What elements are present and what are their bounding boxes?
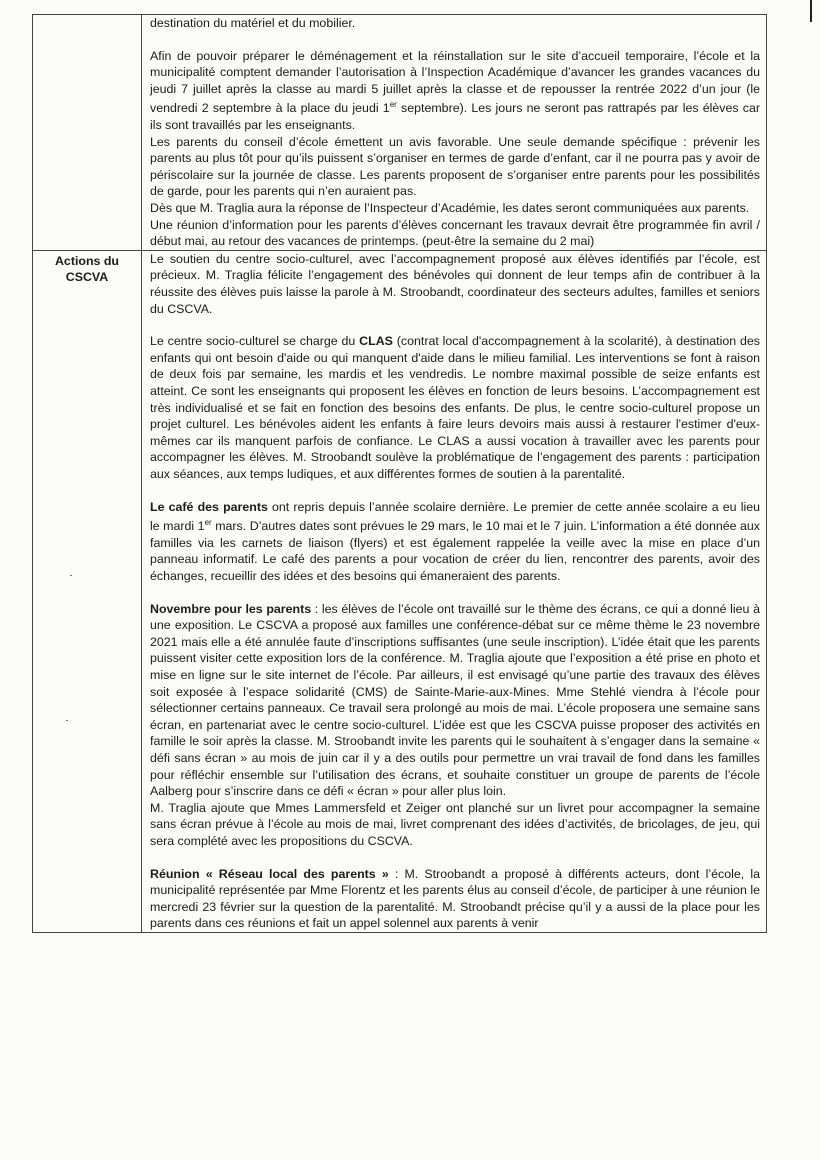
paragraph-cafe bbox=[150, 499, 760, 585]
row-label-cscva bbox=[33, 250, 142, 932]
bold-term: CLAS bbox=[359, 334, 393, 349]
paragraph-info-meeting: Une réunion d’information pour les parents d’élèves concernant les travaux devrait être programmée fin avril / début mai, au retour des vacances de printemps. (peut-être la semaine du 2 mai) bbox=[150, 217, 760, 249]
scan-edge-mark bbox=[810, 0, 812, 22]
bold-term: Novembre pour les parents bbox=[150, 601, 312, 616]
superscript: er bbox=[389, 100, 397, 110]
table-row-transfer bbox=[33, 15, 767, 251]
label-line: Actions du bbox=[54, 253, 120, 268]
superscript: er bbox=[204, 518, 212, 528]
text: Le centre socio-culturel se charge du bbox=[150, 334, 360, 349]
bold-term: Le café des parents bbox=[150, 499, 268, 514]
table-row-cscva bbox=[33, 250, 767, 932]
row-label-empty bbox=[33, 15, 142, 251]
text: : les élèves de l’école ont travaillé sur le thème des écrans, ce qui a donné lieu à une exposition. Le CSCVA a proposé aux familles une conférence-débat sur ce même thème le 23 novembre 2021 mais elle a été annulée faute d’inscriptions suffisantes (une seule inscription). L’idée était que les parents puissent visiter cette exposition lors de la conférence. M. Traglia ajoute que l’exposition a été prise en photo et mise en ligne sur le site internet de l’école. Par ailleurs, il est envisagé qu’une partie des travaux des élèves soit exposée à l’espace solidarité (CMS) de Sainte-Marie-aux-Mines. Mme Stehlé viendra à l’école pour sélectionner certains panneaux. Ce travail sera prolongé au mois de mai. L’école proposera une semaine sans écran, en partenariat avec le centre socio-culturel. L’idée est que les CSCVA puisse proposer des activités en famille le soir après la classe. M. Stroobandt invite les parents qui le souhaitent à s’engager dans la semaine « défi sans écran » au mois de juin car il y a des outils pour permettre un vrai travail de fond dans les familles pour réfléchir ensemble sur l’utilisation des écrans, et souhaite constituer un groupe de parents de l’école Aalberg pour s’inscrire dans ce défi « écran » pour aller plus loin. bbox=[150, 601, 761, 799]
paragraph-dates-communication: Dès que M. Traglia aura la réponse de l’Inspecteur d’Académie, les dates seront communiquées aux parents. bbox=[150, 201, 750, 216]
minutes-table bbox=[32, 14, 767, 933]
paragraph-reseau bbox=[150, 866, 760, 932]
text: septembre). Les jours ne seront pas rattrapés par les élèves car ils sont travaillés par les enseignants. bbox=[150, 101, 761, 133]
text: mars. D’autres dates sont prévues le 29 mars, le 10 mai et le 7 juin. L’information a été donnée aux familles via les carnets de liaison (flyers) et est également rappelée la veille avec la mise en place d’un panneau informatif. Le café des parents a pour vocation de créer du lien, rencontrer des parents, avoir des échanges, recueillir des idées et des besoins qui émaneraient des parents. bbox=[150, 519, 760, 584]
text: ont repris depuis l’année scolaire dernière. Le premier de cette année scolaire a eu lieu le mardi 1 bbox=[150, 499, 760, 534]
paragraph-vacation-dates bbox=[150, 48, 760, 134]
row-content-cscva bbox=[142, 250, 767, 932]
label-line: CSCVA bbox=[65, 270, 109, 285]
text: Afin de pouvoir préparer le déménagement et la réinstallation sur le site d’accueil temporaire, l’école et la municipalité comptent demander l’autorisation à l’Inspection Académique d’avancer les grandes vacances du jeudi 7 juillet après la classe au mardi 5 juillet après la classe et de repousser la rentrée 2022 d’un jour (le vendredi 2 septembre à la place du jeudi 1 bbox=[150, 48, 760, 116]
paragraph-parents-opinion: Les parents du conseil d’école émettent un avis favorable. Une seule demande spécifique : prévenir les parents au plus tôt pour qu’ils puissent s’organiser en termes de garde d’enfant, car il ne pourra pas y avoir de périscolaire sur la journée de classe. Les parents proposent de s’organiser entre parents pour les possibilités de garde, pour les parents qui n’en auraient pas. bbox=[150, 134, 760, 199]
text: (contrat local d'accompagnement à la scolarité), à destination des enfants qui ont besoin d'aide ou qui manquent d'aide dans le milieu familial. Les interventions se font à raison de deux fois par semaine, les mardis et les vendredis. Le nombre maximal possible de seize enfants est atteint. Ce sont les enseignants qui proposent les élèves en fonction de leurs besoins. L’accompagnement est très individualisé et se fait en fonction des besoins des enfants. De plus, le centre socio-culturel propose un projet culturel. Les bénévoles aident les enfants à faire leurs devoirs mais aussi à restaurer l'estimer d'eux-mêmes car ils manquent parfois de confiance. Le CLAS a aussi vocation à travailler avec les parents pour accompagner les élèves. M. Stroobandt soulève la problématique de l’engagement des parents : participation aux séances, aux temps ludiques, et aux différentes formes de soutien à la parentalité. bbox=[150, 334, 760, 481]
row-content-transfer bbox=[142, 15, 767, 251]
paragraph-booklet: M. Traglia ajoute que Mmes Lammersfeld et Zeiger ont planché sur un livret pour accompagner la semaine sans écran prévue à l’école au mois de mai, livret comprenant des idées d’activités, de bricolages, de jeu, qui sera complété avec les propositions du CSCVA. bbox=[150, 800, 760, 848]
paragraph: destination du matériel et du mobilier. bbox=[150, 16, 356, 30]
bold-term: Réunion « Réseau local des parents » bbox=[150, 866, 389, 881]
text: : M. Stroobandt a proposé à différents acteurs, dont l’école, la municipalité représentée par Mme Florentz et les parents élus au conseil d’école, de participer à une réunion le mercredi 23 février sur la question de la parentalité. M. Stroobandt précise qu’il y a aussi de la place pour les parents dans ces réunions et fait un appel solennel aux parents à venir bbox=[150, 866, 760, 931]
paragraph-november bbox=[150, 601, 760, 800]
paragraph-clas bbox=[150, 333, 760, 482]
paragraph-intro: Le soutien du centre socio-culturel, avec l’accompagnement proposé aux élèves identifiés par l’école, est précieux. M. Traglia félicite l’engagement des bénévoles qui donnent de leur temps afin de contribuer à la réussite des élèves puis laisse la parole à M. Stroobandt, coordinateur des secteurs adultes, familles et seniors du CSCVA. bbox=[150, 251, 760, 316]
